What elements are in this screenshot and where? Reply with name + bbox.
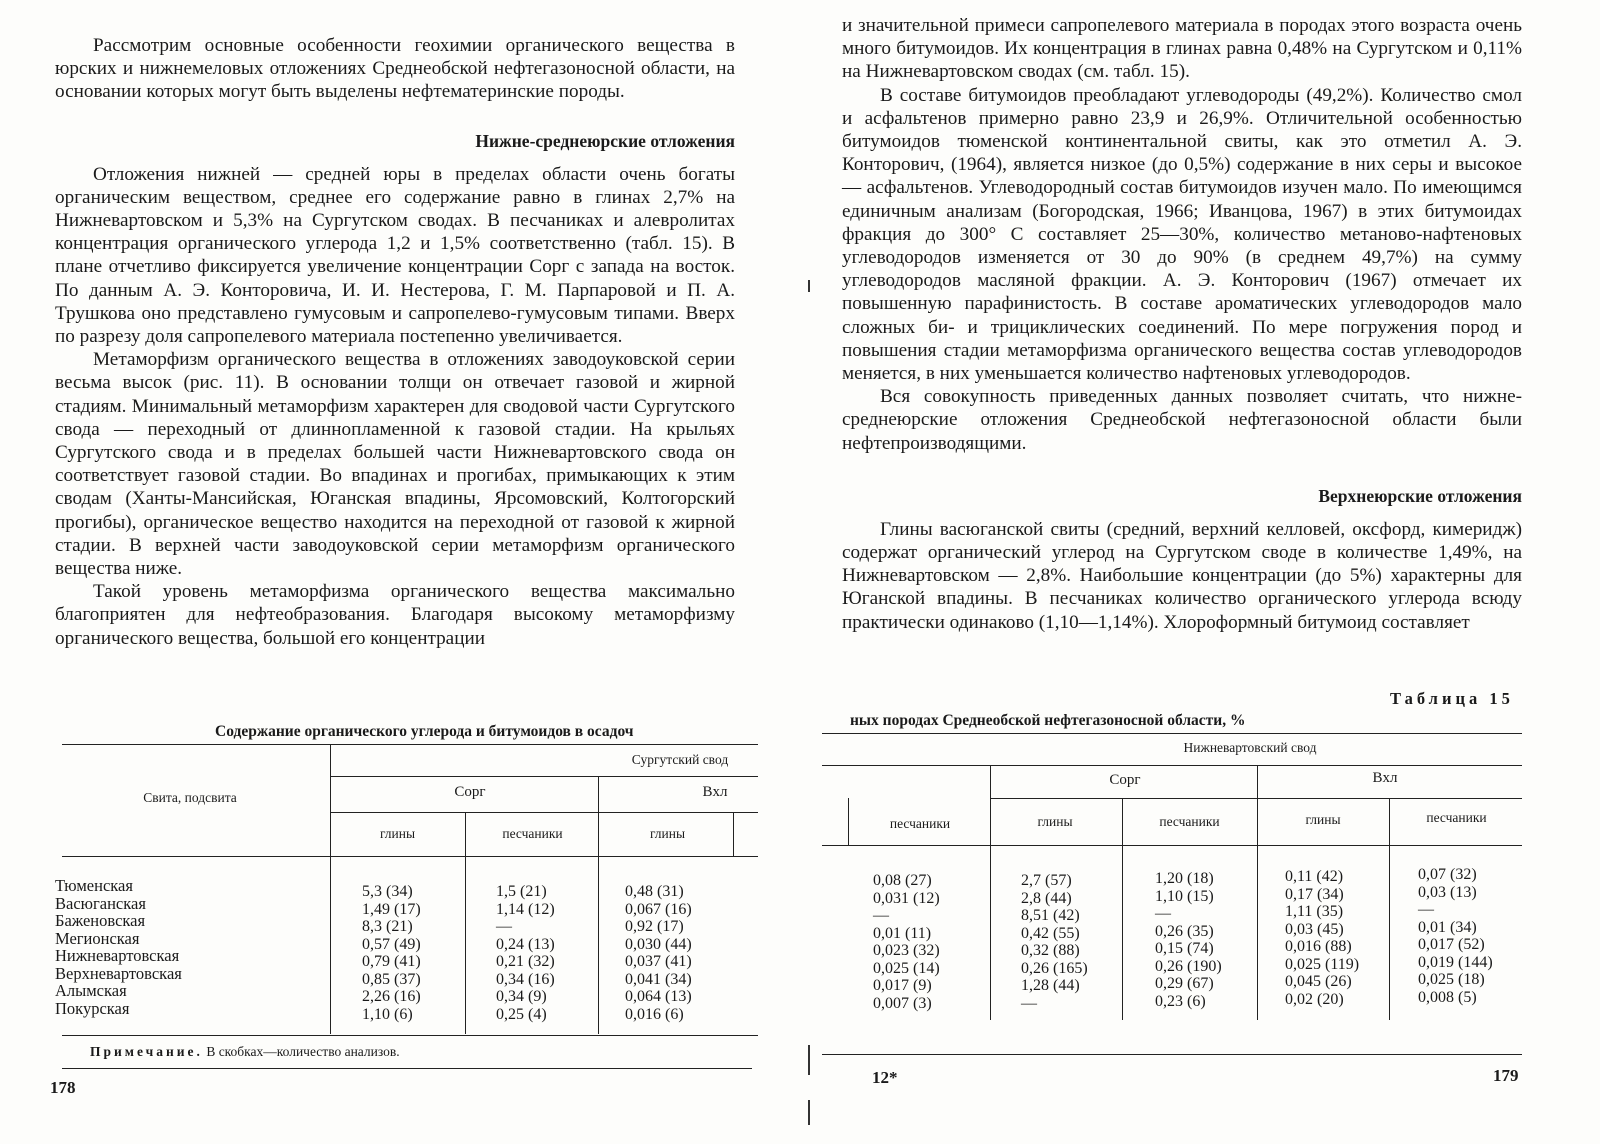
table-divider (598, 776, 599, 1034)
table-divider (990, 765, 991, 1020)
col-header-clays: глины (379, 826, 416, 841)
paragraph: Глины васюганской свиты (средний, верхний келловей, оксфорд, кимеридж) содержат органический углерод на Сургутском своде в количестве 1,49%, на Нижневартовском — 2,8%. Наибольшие концентрации (до 5%) характерны для Юганской впадины. В песчаниках количество органического углерода всюду практически одинаково (1,10—1,14%). Хлороформный битумоид составляет (842, 518, 1522, 633)
table-rule (62, 856, 758, 857)
section-heading-lower-middle-jurassic: Нижне-среднеюрские отложения (475, 130, 735, 151)
paragraph: и значительной примеси сапропелевого материала в породах этого возраста очень много битумоидов. Их концентрация в глинах равна 0,48% на Сургутском и 0,11% на Нижневартовском сводах (см. табл. 15). (842, 15, 1522, 83)
section-heading-upper-jurassic: Верхнеюрские отложения (1318, 485, 1522, 506)
table-top-rule (62, 744, 758, 745)
right-text (842, 14, 1522, 634)
table-cell: 0,08 (27) (873, 872, 932, 889)
table-cell: 0,017 (52) (1418, 936, 1485, 953)
table-cell: 1,49 (17) (362, 900, 421, 918)
table-divider (1257, 765, 1258, 1020)
table-cell: — (1155, 905, 1171, 922)
table-cell: 0,041 (34) (625, 970, 692, 988)
table-cell: Тюменская (55, 876, 133, 895)
col-header-clays: глины (649, 826, 686, 841)
table-cell: — (1021, 994, 1037, 1012)
col-nizh-bhl-clay (1285, 868, 1359, 1008)
col-nizh-corg-sand (1155, 870, 1222, 1010)
table-cell: — (873, 907, 889, 924)
col-header-bhl: Bхл (702, 784, 728, 800)
table-cell: 0,25 (4) (496, 1005, 547, 1023)
table-cell: 0,11 (42) (1285, 868, 1344, 885)
table-cell: 1,11 (35) (1285, 903, 1344, 920)
table-cell: Алымская (55, 981, 127, 1000)
paragraph: Метаморфизм органического вещества в отложениях заводоуковской серии весьма высок (рис. 11). В основании толщи он отвечает газовой и жирной стадиям. Минимальный метаморфизм характерен для сводовой части Сургутского свода — переходный от длиннопламенной к газовой стадии. На крыльях Сургутского свода и в пределах большей части Нижневартовского свода он соответствует газовой стадии. Во впадинах и прогибах, примыкающих к этим сводам (Ханты-Мансийская, Юганская впадины, Ярсомовский, Колтогорский прогибы), органическое вещество находится на переходной от газовой к жирной стадии. В верхней части заводоуковской серии метаморфизм органического вещества ниже. (55, 349, 735, 580)
table-cell: 0,29 (67) (1155, 975, 1214, 992)
table-divider (1122, 798, 1123, 1020)
table-cell: 2,7 (57) (1021, 872, 1072, 889)
col-header-clays: глины (1037, 814, 1073, 829)
col-surgut-bhl-sand (873, 872, 940, 1012)
table-cell: 0,023 (32) (873, 942, 940, 959)
table-cell: 0,064 (13) (625, 988, 692, 1005)
table-rule (330, 812, 758, 813)
gutter-mark (808, 1045, 810, 1075)
intro-paragraph: Рассмотрим основные особенности геохимии органического вещества в юрских и нижнемеловых отложениях Среднеобской нефтегазоносной области, на основании которых могут быть выделены нефтематеринские породы. (55, 35, 735, 103)
table-cell: 0,017 (9) (873, 977, 932, 994)
table-rule (990, 798, 1522, 799)
table-cell: — (1418, 901, 1434, 918)
table-rule (62, 1035, 758, 1036)
table-cell: 0,02 (20) (1285, 990, 1344, 1008)
table-cell: 0,016 (88) (1285, 938, 1352, 955)
col-nizh-bhl-sand (1418, 866, 1493, 1006)
table-cell: 0,025 (119) (1285, 955, 1360, 973)
table-cell: Нижневартовская (55, 946, 180, 965)
table-cell: 5,3 (34) (362, 883, 413, 900)
paragraph: Такой уровень метаморфизма органического вещества максимально благоприятен для нефтеобразования. Благодаря высокому метаморфизму органического вещества, большой его концентрации (55, 581, 735, 649)
table-cell: 0,57 (49) (362, 935, 421, 953)
col-surgut-bhl-clay (625, 883, 692, 1023)
table-cell: 0,031 (12) (873, 889, 940, 907)
table-caption-right: ных породах Среднеобской нефтегазоносной области, % (850, 712, 1246, 729)
note-label: Примечание. (90, 1044, 203, 1059)
table-number-label: Таблица 15 (1390, 689, 1514, 708)
table-cell: 2,8 (44) (1021, 889, 1072, 907)
table-cell: 8,3 (21) (362, 918, 413, 935)
paragraph: В составе битумоидов преобладают углеводороды (49,2%). Количество смол и асфальтенов примерно равно 23,9 и 26,9%. Отличительной особенностью битумоидов тюменской континентальной свиты, как это отметил А. Э. Конторович, (1964), является низкое (до 0,5%) содержание в них серы и высокое — асфальтенов. Углеводородный состав битумоидов изучен мало. По имеющимся единичным анализам (Богородская, 1966; Иванцова, 1967) в этих битумоидах фракция до 300° С составляет 25—30%, количество метаново-нафтеновых углеводородов изменяется от 30 до 90% (в среднем 49,7%) на сумму углеводородов масляной фракции. А. Э. Конторович (1967) отмечает их повышенную парафинистость. В составе ароматических углеводородов мало сложных би- и трициклических соединений. По мере погружения пород и повышения стадии метаморфизма органического вещества состав углеводородов меняется, в них уменьшается количество нафтеновых углеводородов. (842, 84, 1522, 385)
table-cell: 0,26 (165) (1021, 959, 1088, 977)
table-cell: 0,15 (74) (1155, 940, 1214, 957)
table-cell: 0,34 (16) (496, 970, 555, 988)
table-rule (330, 776, 758, 777)
col-header-surgut: Сургутский свод (631, 752, 729, 767)
col-surgut-corg-clay (362, 883, 421, 1023)
note-text: В скобках—количество анализов. (206, 1044, 400, 1059)
table-divider (1389, 798, 1390, 1020)
gutter-mark (808, 1100, 810, 1125)
col-header-sands: песчаники (1426, 810, 1487, 825)
table-cell: 0,24 (13) (496, 935, 555, 953)
table-cell: 8,51 (42) (1021, 907, 1080, 924)
table-caption-left: Содержание органического углерода и битумоидов в осадоч (215, 723, 634, 740)
table-cell: 0,025 (18) (1418, 971, 1485, 988)
paragraph: Вся совокупность приведенных данных позволяет считать, что нижне-среднеюрские отложения Среднеобской нефтегазоносной области были нефтепроизводящими. (842, 386, 1522, 454)
page-bottom-rule (62, 1068, 752, 1069)
table-divider (465, 812, 466, 1034)
table-cell: 0,067 (16) (625, 900, 692, 918)
table-cell: 0,48 (31) (625, 883, 684, 900)
table-cell: 0,42 (55) (1021, 924, 1080, 942)
table-cell: 1,10 (15) (1155, 887, 1214, 905)
col-nizh-corg-clay (1021, 872, 1088, 1012)
col-header-clays: глины (1305, 812, 1341, 827)
table-cell: 0,01 (34) (1418, 918, 1477, 936)
table-cell: 1,28 (44) (1021, 977, 1080, 994)
row-names (55, 877, 182, 1017)
table-cell: 0,016 (6) (625, 1005, 684, 1023)
table-cell: 0,17 (34) (1285, 885, 1344, 903)
col-header-svita: Свита, подсвита (143, 790, 237, 805)
table-cell: Баженовская (55, 911, 146, 930)
col-header-sands: песчаники (502, 826, 563, 841)
col-header-nizhnevartovsk: Нижневартовский свод (1183, 740, 1317, 755)
table-cell: 0,26 (190) (1155, 957, 1222, 975)
table-cell: 0,025 (14) (873, 959, 940, 977)
table-cell: 0,32 (88) (1021, 942, 1080, 959)
table-cell: Мегионская (55, 928, 140, 948)
table-divider (733, 812, 734, 856)
table-cell: 0,008 (5) (1418, 988, 1477, 1006)
table-divider (848, 798, 849, 845)
table-cell: 1,20 (18) (1155, 870, 1214, 887)
table-cell: 0,92 (17) (625, 918, 684, 935)
table-divider (330, 744, 331, 1034)
table-rule (822, 845, 1522, 846)
table-cell: 0,030 (44) (625, 935, 692, 953)
left-text (55, 34, 735, 650)
page-bottom-rule (822, 1054, 1522, 1055)
table-cell: — (496, 918, 512, 935)
table-cell: 1,14 (12) (496, 900, 555, 918)
table-cell: 2,26 (16) (362, 988, 421, 1005)
col-header-corg: Cорг (1109, 772, 1141, 788)
table-cell: Покурская (55, 998, 130, 1018)
paragraph: Отложения нижней — средней юры в пределах области очень богаты органическим веществом, среднее его содержание равно в глинах 2,7% на Нижневартовском и 5,3% на Сургутском сводах. В песчаниках и алевролитах концентрация органического углерода 1,2 и 1,5% соответственно (табл. 15). В плане отчетливо фиксируется увеличение концентрации Cорг с запада на восток. По данным А. Э. Конторовича, И. И. Нестерова, Г. М. Парпаровой и П. А. Трушкова оно представлено гумусовым и сапропелево-гумусовым типами. Вверх по разрезу доля сапропелевого материала постепенно увеличивается. (55, 163, 735, 348)
gutter-mark (808, 280, 810, 292)
col-surgut-corg-sand (496, 883, 555, 1023)
table-cell: 1,10 (6) (362, 1005, 413, 1023)
table-cell: 0,23 (6) (1155, 992, 1206, 1010)
table-cell: 0,03 (45) (1285, 920, 1344, 938)
col-header-sands: песчаники (889, 816, 951, 831)
table-cell: 0,26 (35) (1155, 922, 1214, 940)
table-cell: 1,5 (21) (496, 883, 547, 900)
table-cell: 0,21 (32) (496, 953, 555, 970)
table-cell: 0,019 (144) (1418, 953, 1493, 971)
table-cell: Верхневартовская (55, 963, 182, 983)
col-header-sands: песчаники (1159, 814, 1220, 829)
table-cell: 0,03 (13) (1418, 883, 1477, 901)
table-cell: 0,85 (37) (362, 970, 421, 988)
page-number-right: 179 (1493, 1066, 1519, 1085)
table-cell: Васюганская (55, 893, 146, 913)
table-note (90, 1044, 400, 1060)
table-rule (822, 765, 1522, 766)
table-cell: 0,007 (3) (873, 994, 932, 1012)
table-top-rule (822, 733, 1522, 734)
col-header-bhl: Bхл (1372, 770, 1398, 786)
page-signature: 12* (872, 1068, 898, 1087)
col-header-corg: Cорг (454, 784, 486, 800)
table-cell: 0,045 (26) (1285, 973, 1352, 990)
table-cell: 0,79 (41) (362, 953, 421, 970)
page-number-left: 178 (50, 1078, 76, 1097)
table-cell: 0,037 (41) (625, 953, 692, 970)
table-cell: 0,07 (32) (1418, 866, 1477, 883)
table-cell: 0,01 (11) (873, 924, 932, 942)
table-cell: 0,34 (9) (496, 988, 547, 1005)
